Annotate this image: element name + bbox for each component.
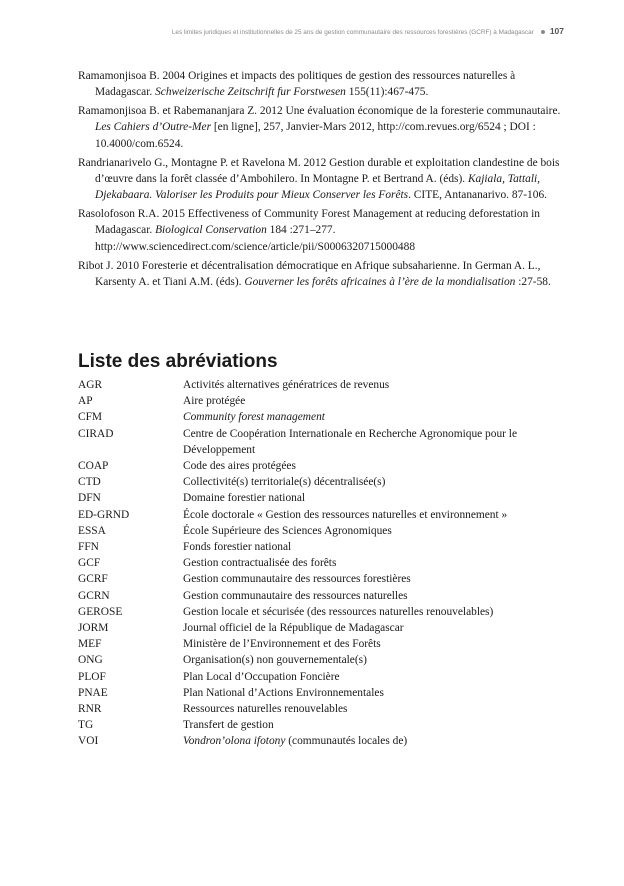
- abbreviation-row: [78, 685, 564, 701]
- reference-entry: Randrianarivelo G., Montagne P. et Ravelona M. 2012 Gestion durable et exploitation clandestine de bois d’œuvre dans la forêt classée d’Ambohilero. In Montagne P. et Bertrand A. (éds). Kajiala, Tattali, Djekabaara. Valoriser les Produits pour Mieux Conserver les Forêts. CITE, Antananarivo. 87-106.: [78, 156, 560, 202]
- abbreviation-definition: Activités alternatives génératrices de revenus: [183, 379, 390, 391]
- abbreviation-definition: Ministère de l’Environnement et des Forêts: [183, 638, 381, 651]
- abbreviation-code: FFN: [78, 541, 99, 554]
- abbreviation-definition: Plan National d’Actions Environnementales: [183, 686, 384, 699]
- abbreviation-row: [78, 458, 564, 474]
- abbreviation-definition: Gestion communautaire des ressources forestières: [183, 573, 411, 586]
- abbreviation-row: [78, 474, 564, 490]
- abbreviation-code: DFN: [78, 492, 101, 505]
- bullet-dot-icon: [541, 30, 545, 34]
- abbreviation-definition: Transfert de gestion: [183, 719, 274, 732]
- abbreviation-list: [78, 377, 564, 750]
- abbreviation-row: [78, 652, 564, 668]
- abbreviation-code: VOI: [78, 735, 99, 748]
- abbreviation-code: PNAE: [78, 686, 108, 699]
- page-number: 107: [549, 26, 564, 36]
- abbreviation-definition: Code des aires protégées: [183, 460, 296, 473]
- abbreviation-code: AP: [78, 395, 93, 408]
- abbreviation-row: [78, 669, 564, 685]
- abbreviation-definition: Gestion locale et sécurisée (des ressources naturelles renouvelables): [183, 605, 494, 618]
- abbreviation-row: [78, 717, 564, 733]
- abbreviation-code: TG: [78, 719, 94, 732]
- abbreviation-code: AGR: [78, 379, 103, 391]
- abbreviation-definition: Ressources naturelles renouvelables: [183, 703, 348, 716]
- abbreviation-code: GCRN: [78, 589, 110, 602]
- abbreviation-definition: École doctorale « Gestion des ressources naturelles et environnement »: [183, 508, 508, 521]
- abbreviation-row: [78, 377, 564, 393]
- running-header: [60, 26, 564, 36]
- abbreviation-definition: Collectivité(s) territoriale(s) décentralisée(s): [183, 476, 386, 489]
- abbreviation-definition: Journal officiel de la République de Madagascar: [183, 622, 404, 635]
- abbreviation-code: ESSA: [78, 524, 106, 537]
- abbreviation-row: [78, 507, 564, 523]
- abbreviation-definition: Organisation(s) non gouvernementale(s): [183, 654, 367, 667]
- abbreviation-code: GEROSE: [78, 605, 123, 618]
- abbreviation-definition: Aire protégée: [183, 395, 246, 408]
- abbreviation-row: [78, 539, 564, 555]
- abbreviation-row: [78, 588, 564, 604]
- abbreviation-code: MEF: [78, 638, 102, 651]
- abbreviation-code: RNR: [78, 703, 102, 716]
- running-title: Les limites juridiques et institutionnelles de 25 ans de gestion communautaire des ressources forestières (GCRF) à Madagascar: [171, 29, 534, 36]
- abbreviation-definition: Vondron’olona ifotony (communautés locales de): [183, 735, 408, 748]
- abbreviation-definition: Fonds forestier national: [183, 541, 292, 554]
- abbreviation-row: [78, 393, 564, 409]
- abbreviation-row: [78, 409, 564, 425]
- abbreviation-definition: Gestion communautaire des ressources naturelles: [183, 589, 408, 602]
- reference-entry: Rasolofoson R.A. 2015 Effectiveness of Community Forest Management at reducing deforestation in Madagascar. Biological Conservation 184 :271–277. http://www.sciencedirect.com/science/article/pii/S0006320715000488: [78, 208, 540, 253]
- abbreviation-row: [78, 604, 564, 620]
- abbreviations-heading: Liste des abréviations: [78, 351, 278, 372]
- abbreviation-code: GCRF: [78, 573, 108, 586]
- abbreviation-definition: Domaine forestier national: [183, 492, 306, 505]
- abbreviation-code: JORM: [78, 622, 109, 635]
- abbreviation-code: GCF: [78, 557, 101, 570]
- abbreviation-row: [78, 701, 564, 717]
- abbreviation-row: [78, 523, 564, 539]
- abbreviation-definition: Gestion contractualisée des forêts: [183, 557, 337, 570]
- abbreviation-code: COAP: [78, 460, 109, 473]
- abbreviation-code: CFM: [78, 411, 103, 424]
- abbreviation-code: PLOF: [78, 670, 106, 683]
- abbreviation-row: [78, 490, 564, 506]
- reference-list: [78, 68, 562, 293]
- abbreviation-definition: Plan Local d’Occupation Foncière: [183, 670, 340, 683]
- abbreviation-code: ONG: [78, 654, 103, 667]
- abbreviation-row: [78, 733, 564, 749]
- abbreviation-code: CIRAD: [78, 427, 114, 440]
- reference-entry: Ramamonjisoa B. 2004 Origines et impacts des politiques de gestion des ressources naturelles à Madagascar. Schweizerische Zeitschrift fur Forstwesen 155(11):467-475.: [78, 70, 516, 99]
- abbreviation-code: ED-GRND: [78, 508, 130, 521]
- abbreviation-definition: École Supérieure des Sciences Agronomiques: [183, 524, 392, 537]
- abbreviation-definition: Centre de Coopération Internationale en Recherche Agronomique pour le Développement: [183, 427, 518, 456]
- abbreviation-row: [78, 555, 564, 571]
- reference-entry: Ramamonjisoa B. et Rabemananjara Z. 2012 Une évaluation économique de la foresterie communautaire. Les Cahiers d’Outre-Mer [en ligne], 257, Janvier-Mars 2012, http://com.revues.org/6524 ; DOI : 10.4000/com.6524.: [78, 105, 561, 150]
- abbreviation-row: [78, 571, 564, 587]
- abbreviation-row: [78, 636, 564, 652]
- reference-entry: Ribot J. 2010 Foresterie et décentralisation démocratique en Afrique subsaharienne. In German A. L., Karsenty A. et Tiani A.M. (éds). Gouverner les forêts africaines à l’ère de la mondialisation :27-58.: [78, 259, 551, 288]
- abbreviation-definition: Community forest management: [183, 411, 325, 424]
- abbreviation-row: [78, 426, 564, 458]
- abbreviation-row: [78, 620, 564, 636]
- abbreviation-code: CTD: [78, 476, 101, 489]
